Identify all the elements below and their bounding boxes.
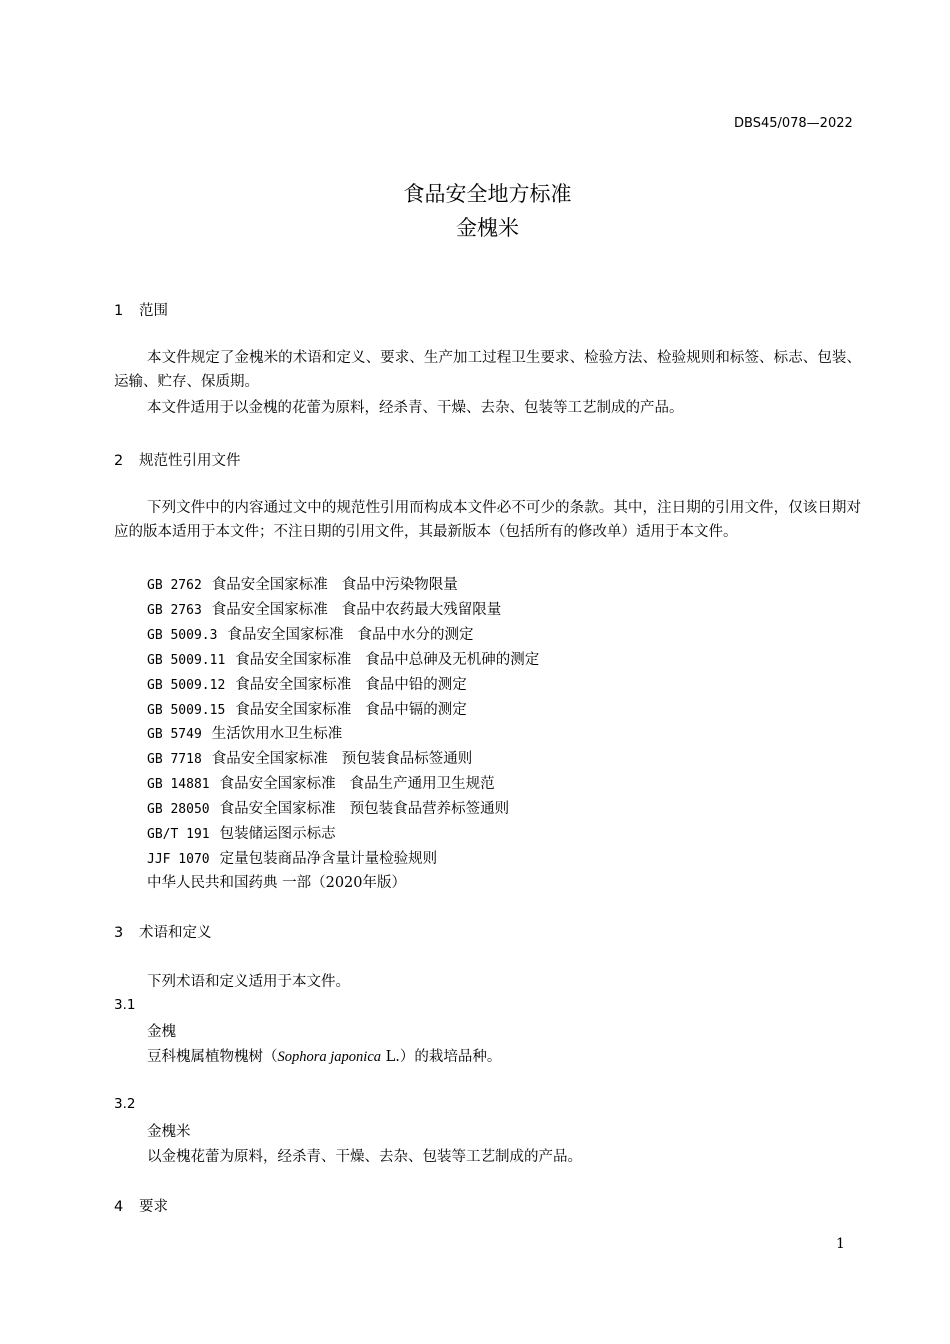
document-title: 食品安全地方标准 bbox=[403, 182, 572, 206]
definition-text: L.）的栽培品种。 bbox=[381, 1049, 502, 1065]
scope-paragraph-2: 本文件适用于以金槐的花蕾为原料，经杀青、干燥、去杂、包装等工艺制成的产品。 bbox=[147, 400, 684, 416]
reference-title: 食品中水分的测定 bbox=[357, 627, 474, 643]
reference-code: GB 7718 bbox=[147, 752, 202, 767]
reference-item bbox=[147, 772, 495, 793]
section-number: 2 bbox=[114, 453, 124, 469]
reference-code: GB 5749 bbox=[147, 727, 202, 742]
reference-item bbox=[147, 623, 473, 644]
section-title: 要求 bbox=[139, 1199, 168, 1215]
section-1-heading bbox=[114, 299, 168, 320]
reference-title: 预包装食品标签通则 bbox=[341, 751, 473, 767]
reference-series: 食品安全国家标准 bbox=[219, 776, 336, 792]
term-definition: 以金槐花蕾为原料，经杀青、干燥、去杂、包装等工艺制成的产品。 bbox=[147, 1149, 582, 1165]
term-name: 金槐 bbox=[147, 1024, 176, 1040]
reference-code: GB 5009.15 bbox=[147, 703, 226, 718]
reference-series: 食品安全国家标准 bbox=[219, 801, 336, 817]
reference-item bbox=[147, 747, 472, 768]
reference-code: GB 2762 bbox=[147, 578, 202, 593]
section-title: 范围 bbox=[139, 303, 168, 319]
term-definition bbox=[147, 1045, 501, 1066]
reference-item bbox=[147, 797, 509, 818]
reference-series: 食品安全国家标准 bbox=[227, 627, 344, 643]
scope-paragraph-1: 本文件规定了金槐米的术语和定义、要求、生产加工过程卫生要求、检验方法、检验规则和标签、标志、包装、运输、贮存、保质期。 bbox=[114, 350, 861, 390]
section-number: 1 bbox=[114, 303, 124, 319]
section-3-heading bbox=[114, 921, 212, 942]
term-number: 3.2 bbox=[114, 1096, 136, 1112]
reference-code: GB 28050 bbox=[147, 802, 210, 817]
reference-title: 食品中铅的测定 bbox=[365, 677, 467, 693]
reference-series: 食品安全国家标准 bbox=[235, 702, 352, 718]
reference-series: 定量包装商品净含量计量检验规则 bbox=[219, 851, 438, 867]
latin-name: Sophora japonica bbox=[277, 1049, 382, 1065]
reference-code: JJF 1070 bbox=[147, 852, 210, 867]
section-number: 4 bbox=[114, 1199, 124, 1215]
section-number: 3 bbox=[114, 925, 124, 941]
reference-title: 食品中污染物限量 bbox=[341, 577, 458, 593]
reference-series: 食品安全国家标准 bbox=[235, 677, 352, 693]
reference-title: 食品中镉的测定 bbox=[365, 702, 467, 718]
section-4-heading bbox=[114, 1195, 168, 1216]
reference-item bbox=[147, 847, 437, 868]
reference-series: 生活饮用水卫生标准 bbox=[211, 726, 343, 742]
product-title: 金槐米 bbox=[456, 216, 519, 240]
reference-code: GB 2763 bbox=[147, 603, 202, 618]
reference-item bbox=[147, 573, 458, 594]
reference-item bbox=[147, 648, 539, 669]
section-title: 规范性引用文件 bbox=[139, 453, 241, 469]
definition-text: 豆科槐属植物槐树（ bbox=[147, 1049, 278, 1065]
reference-series: 食品安全国家标准 bbox=[235, 652, 352, 668]
reference-code: GB 5009.11 bbox=[147, 653, 226, 668]
document-code: DBS45/078—2022 bbox=[734, 116, 853, 131]
reference-item bbox=[147, 698, 467, 719]
reference-series: 食品安全国家标准 bbox=[211, 577, 328, 593]
terms-intro: 下列术语和定义适用于本文件。 bbox=[147, 974, 350, 990]
reference-code: GB 14881 bbox=[147, 777, 210, 792]
reference-pharmacopoeia: 中华人民共和国药典 一部（2020年版） bbox=[147, 875, 407, 891]
reference-code: GB 5009.3 bbox=[147, 628, 218, 643]
references-intro: 下列文件中的内容通过文中的规范性引用而构成本文件必不可少的条款。其中，注日期的引用文件，仅该日期对应的版本适用于本文件；不注日期的引用文件，其最新版本（包括所有的修改单）适用于本文件。 bbox=[114, 500, 861, 540]
reference-item bbox=[147, 822, 336, 843]
section-title: 术语和定义 bbox=[139, 925, 212, 941]
reference-series: 食品安全国家标准 bbox=[211, 602, 328, 618]
reference-item bbox=[147, 598, 501, 619]
reference-title: 食品生产通用卫生规范 bbox=[349, 776, 495, 792]
reference-series: 食品安全国家标准 bbox=[211, 751, 328, 767]
reference-code: GB/T 191 bbox=[147, 827, 210, 842]
page-number: 1 bbox=[836, 1236, 845, 1252]
reference-title: 食品中农药最大残留限量 bbox=[341, 602, 502, 618]
reference-title: 预包装食品营养标签通则 bbox=[349, 801, 510, 817]
reference-series: 包装储运图示标志 bbox=[219, 826, 336, 842]
reference-code: GB 5009.12 bbox=[147, 678, 226, 693]
section-2-heading bbox=[114, 449, 241, 470]
reference-item bbox=[147, 722, 342, 743]
reference-title: 食品中总砷及无机砷的测定 bbox=[365, 652, 540, 668]
term-number: 3.1 bbox=[114, 997, 136, 1013]
reference-item bbox=[147, 673, 467, 694]
term-name: 金槐米 bbox=[147, 1124, 191, 1140]
